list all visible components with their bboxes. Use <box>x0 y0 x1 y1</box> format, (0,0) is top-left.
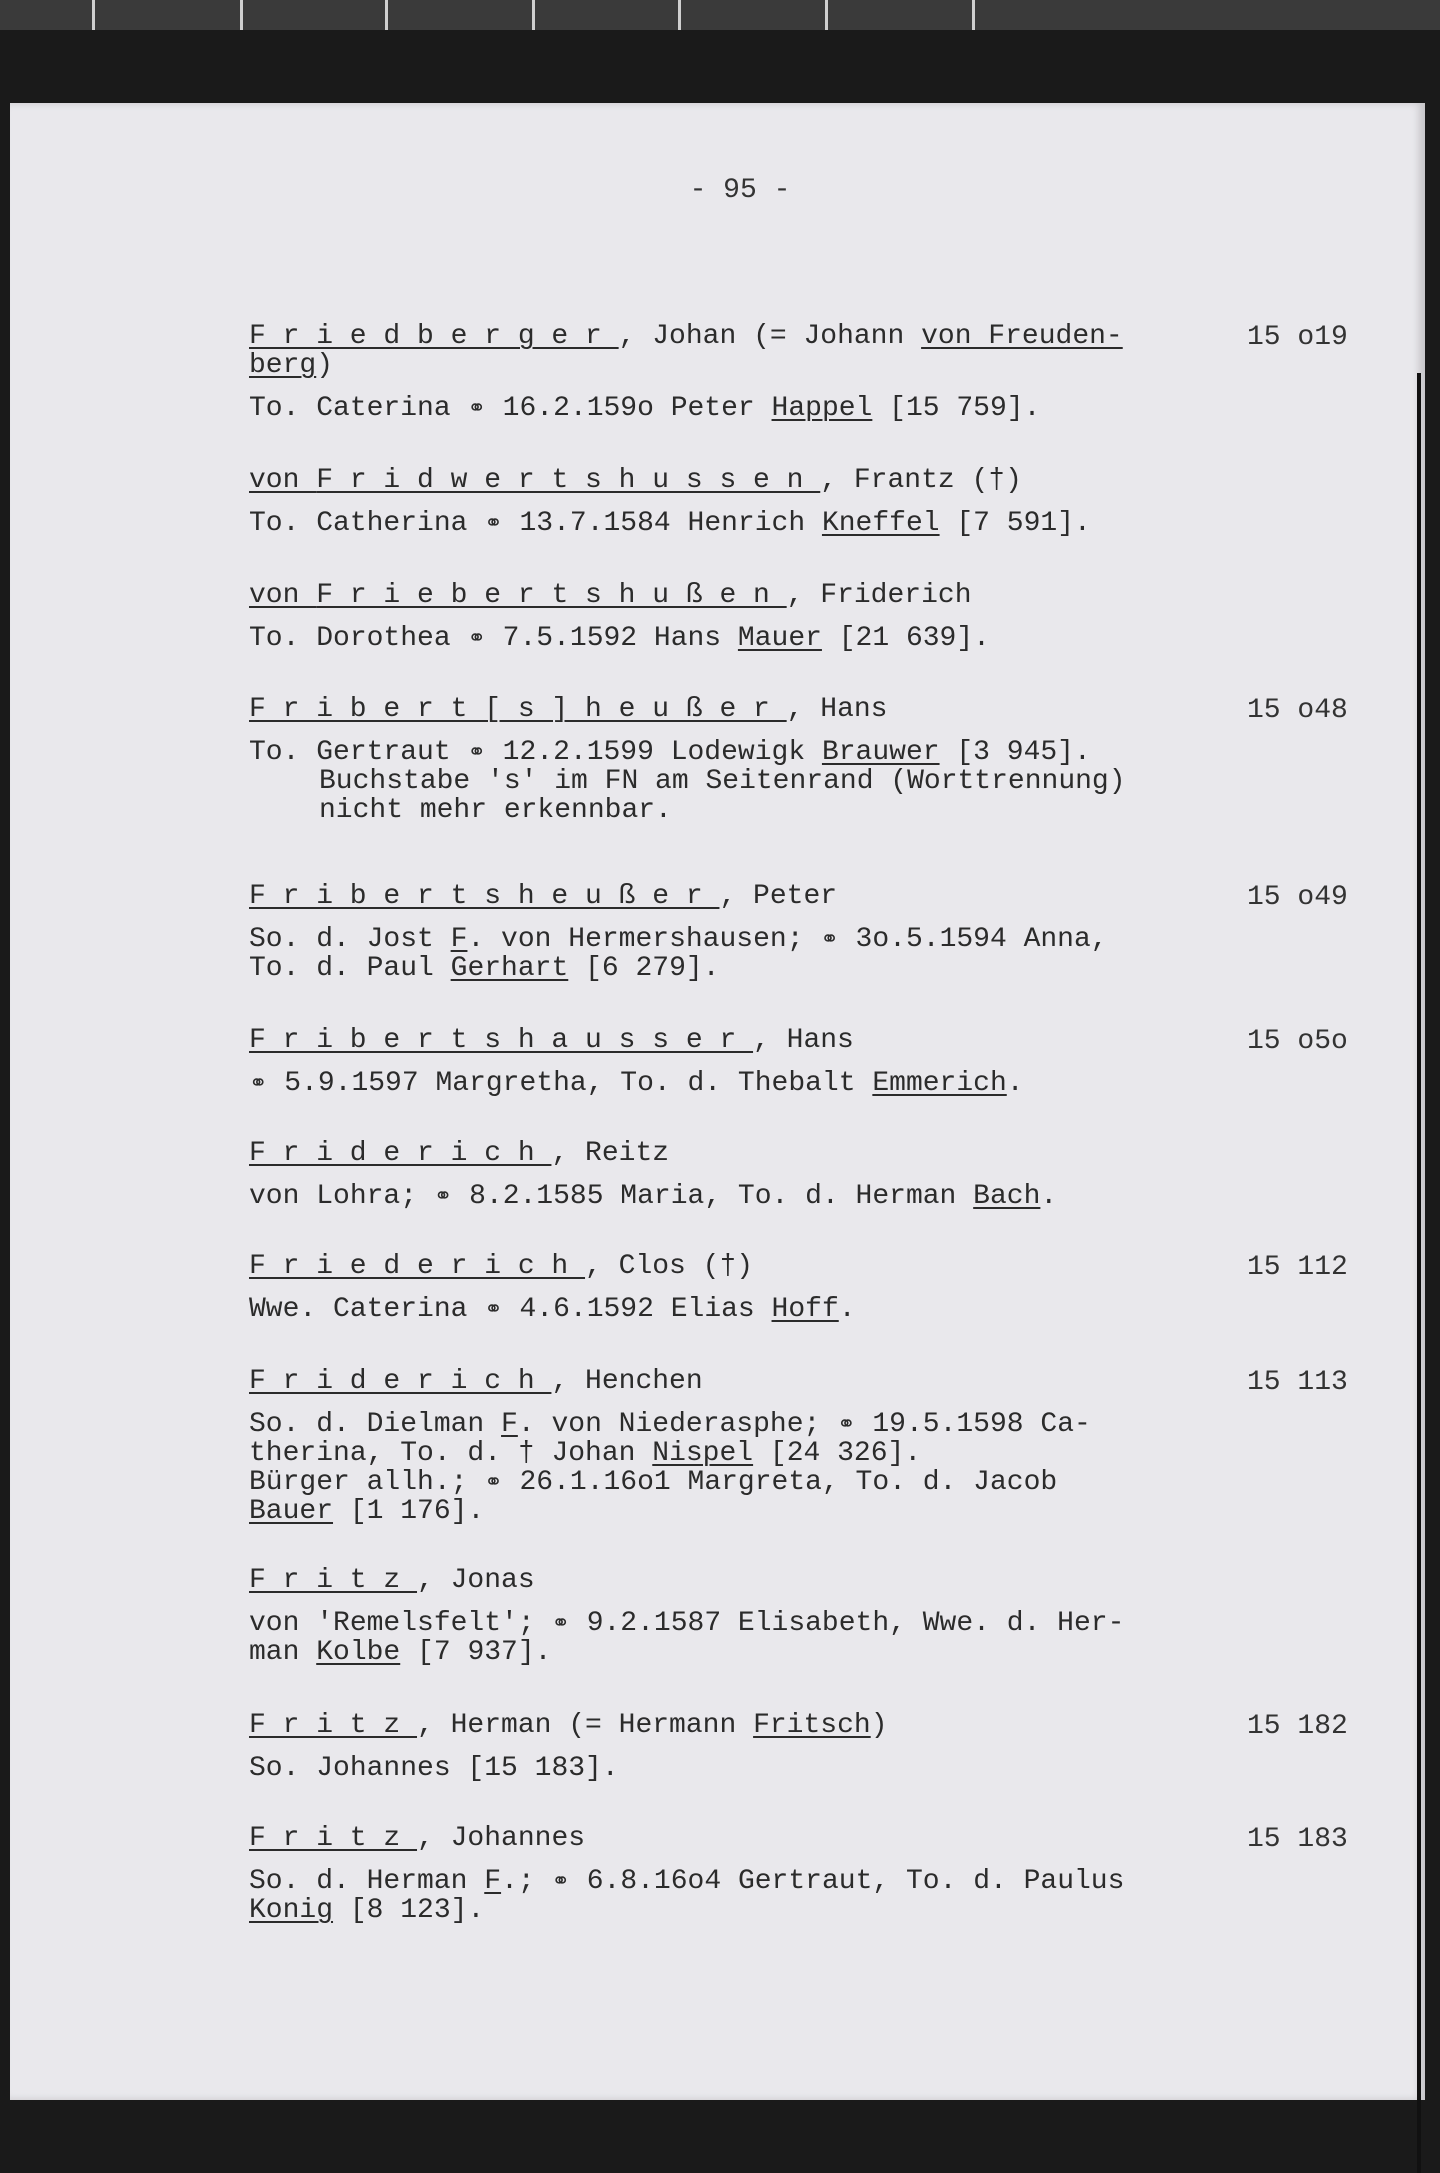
film-strip <box>0 0 1440 30</box>
register-entry <box>249 1711 1399 1783</box>
underlined-name: Fridwertshussen <box>316 465 821 496</box>
underlined-name: Gerhart <box>450 953 569 984</box>
text-segment: [21 639]. <box>821 623 990 654</box>
underlined-name: von <box>249 465 317 496</box>
underlined-name: Kneffel <box>821 508 940 539</box>
marriage-symbol-icon: ⚭ <box>484 511 503 536</box>
entry-body <box>249 1410 1399 1526</box>
text-segment: therina, To. d. † Johan <box>249 1438 653 1469</box>
text-segment: 13.7.1584 Henrich <box>502 508 822 539</box>
entry-heading <box>249 1566 1139 1595</box>
editorial-note: nicht mehr erkennbar. <box>319 795 672 826</box>
entry-number: 15 o5o <box>1247 1026 1348 1057</box>
entry-body <box>249 1069 1399 1098</box>
underlined-name: Fritz <box>249 1565 418 1596</box>
body-line <box>249 738 1399 767</box>
body-line <box>249 925 1399 954</box>
underlined-name: Fritz <box>249 1710 418 1741</box>
entry-body <box>249 1867 1399 1925</box>
underlined-name: Friederich <box>249 1251 586 1282</box>
body-line <box>249 1867 1399 1896</box>
underlined-name: Hoff <box>771 1294 839 1325</box>
body-line <box>249 1069 1399 1098</box>
register-entry <box>249 581 1399 653</box>
text-segment: 9.2.1587 Elisabeth, Wwe. d. Her- <box>569 1608 1125 1639</box>
underlined-name: Brauwer <box>821 737 940 768</box>
text-segment: , Hans <box>786 694 888 725</box>
body-line <box>249 1182 1399 1211</box>
entry-number: 15 o48 <box>1247 695 1348 726</box>
register-entry <box>249 882 1399 983</box>
entry-heading <box>249 466 1139 495</box>
underlined-name: berg <box>249 350 317 381</box>
text-segment: [1 176]. <box>333 1496 485 1527</box>
text-segment: , Frantz (†) <box>820 465 1022 496</box>
text-segment: To. Caterina <box>249 393 468 424</box>
register-entry <box>249 1367 1399 1526</box>
body-line <box>249 624 1399 653</box>
editorial-note: Buchstabe 's' im FN am Seitenrand (Worttrennung) <box>319 766 1126 797</box>
entry-body <box>249 624 1399 653</box>
text-segment: , Reitz <box>551 1138 670 1169</box>
underlined-name: Nispel <box>652 1438 754 1469</box>
entry-heading <box>249 322 1139 380</box>
underlined-name: Happel <box>771 393 873 424</box>
body-line <box>249 1638 1399 1667</box>
underlined-name: Fribert[s]heußer <box>249 694 787 725</box>
marriage-symbol-icon: ⚭ <box>820 927 839 952</box>
text-segment: [8 123]. <box>333 1895 485 1926</box>
entry-heading <box>249 1252 1139 1281</box>
text-segment: . von Hermershausen; <box>467 924 821 955</box>
marriage-symbol-icon: ⚭ <box>467 740 486 765</box>
register-entry <box>249 1139 1399 1211</box>
entry-heading <box>249 1824 1139 1853</box>
underlined-name: Konig <box>249 1895 334 1926</box>
entry-body <box>249 1295 1399 1324</box>
underlined-name: Kolbe <box>316 1637 401 1668</box>
underlined-name: Fribertsheußer <box>249 881 720 912</box>
entry-number: 15 183 <box>1247 1824 1348 1855</box>
body-line <box>249 1410 1399 1439</box>
underlined-name: von <box>249 580 317 611</box>
body-line <box>249 509 1399 538</box>
body-line <box>249 1754 1399 1783</box>
register-entry <box>249 1252 1399 1324</box>
text-segment: , Friderich <box>786 580 972 611</box>
text-segment: , Clos (†) <box>585 1251 754 1282</box>
text-segment: 6.8.16o4 Gertraut, To. d. Paulus <box>569 1866 1125 1897</box>
marriage-symbol-icon: ⚭ <box>484 1470 503 1495</box>
underlined-name: Mauer <box>737 623 822 654</box>
underlined-name: Bauer <box>249 1496 334 1527</box>
text-segment: 16.2.159o Peter <box>485 393 772 424</box>
entry-body <box>249 509 1399 538</box>
text-segment: , Henchen <box>551 1366 703 1397</box>
body-line <box>249 1295 1399 1324</box>
body-line <box>249 1609 1399 1638</box>
text-segment: [7 937]. <box>400 1637 552 1668</box>
body-line <box>249 954 1399 983</box>
entry-heading <box>249 1367 1139 1396</box>
text-segment: . von Niederasphe; <box>517 1409 838 1440</box>
entry-heading <box>249 581 1139 610</box>
underlined-name: Friebertshußen <box>316 580 787 611</box>
text-segment: [24 326]. <box>753 1438 922 1469</box>
text-segment: .; <box>501 1866 552 1897</box>
marriage-symbol-icon: ⚭ <box>837 1412 856 1437</box>
underlined-name: Bach <box>973 1181 1041 1212</box>
underlined-name: Friderich <box>249 1366 552 1397</box>
text-segment: von Lohra; <box>249 1181 434 1212</box>
text-segment: 19.5.1598 Ca- <box>855 1409 1091 1440</box>
marriage-symbol-icon: ⚭ <box>484 1297 503 1322</box>
text-segment: , Herman (= Hermann <box>417 1710 754 1741</box>
underlined-name: F <box>501 1409 518 1440</box>
text-segment: So. d. Dielman <box>249 1409 502 1440</box>
body-line <box>249 1439 1399 1468</box>
text-segment: [3 945]. <box>939 737 1091 768</box>
entry-number: 15 o49 <box>1247 882 1348 913</box>
underlined-name: F <box>450 924 468 955</box>
register-entry <box>249 322 1399 423</box>
entry-heading <box>249 1139 1139 1168</box>
text-segment: To. d. Paul <box>249 953 451 984</box>
body-line <box>249 1468 1399 1497</box>
text-segment: [6 279]. <box>568 953 720 984</box>
body-line <box>249 394 1399 423</box>
text-segment: So. d. Jost <box>249 924 451 955</box>
entry-heading <box>249 1026 1139 1055</box>
text-segment: man <box>249 1637 317 1668</box>
text-segment: , Johan (= Johann <box>618 321 922 352</box>
underlined-name: Fritsch <box>753 1710 871 1741</box>
entry-heading <box>249 1711 1139 1740</box>
text-segment: To. Gertraut <box>249 737 468 768</box>
page-edge-shadow <box>1417 373 1421 2173</box>
underlined-name: Friedberger <box>249 321 619 352</box>
text-segment: von 'Remelsfelt'; <box>249 1608 552 1639</box>
text-segment: 3o.5.1594 Anna, <box>838 924 1108 955</box>
marriage-symbol-icon: ⚭ <box>551 1869 570 1894</box>
marriage-symbol-icon: ⚭ <box>467 626 486 651</box>
body-line <box>249 1497 1399 1526</box>
entry-number: 15 182 <box>1247 1711 1348 1742</box>
text-segment: ) <box>316 350 334 381</box>
text-segment: To. Dorothea <box>249 623 468 654</box>
entry-number: 15 113 <box>1247 1367 1348 1398</box>
text-segment: 26.1.16o1 Margreta, To. d. Jacob <box>502 1467 1058 1498</box>
entry-heading <box>249 695 1139 724</box>
text-segment: . <box>838 1294 856 1325</box>
entry-body <box>249 1182 1399 1211</box>
text-segment: To. Catherina <box>249 508 485 539</box>
page-number: - 95 - <box>689 175 791 206</box>
register-entry <box>249 695 1399 825</box>
entry-body <box>249 925 1399 983</box>
text-segment: , Jonas <box>417 1565 535 1596</box>
entry-number: 15 o19 <box>1247 322 1348 353</box>
underlined-name: Fritz <box>249 1823 418 1854</box>
text-segment: . <box>1040 1181 1058 1212</box>
marriage-symbol-icon: ⚭ <box>249 1071 268 1096</box>
entry-body <box>249 738 1399 825</box>
entry-heading <box>249 882 1139 911</box>
entry-body <box>249 1609 1399 1667</box>
entry-body <box>249 394 1399 423</box>
underlined-name: Friderich <box>249 1138 552 1169</box>
text-segment: , Peter <box>719 881 838 912</box>
marriage-symbol-icon: ⚭ <box>433 1184 453 1209</box>
text-segment: [15 759]. <box>872 393 1041 424</box>
text-segment: 5.9.1597 Margretha, To. d. Thebalt <box>267 1068 873 1099</box>
entry-body <box>249 1754 1399 1783</box>
marriage-symbol-icon: ⚭ <box>551 1611 570 1636</box>
text-segment: . <box>1006 1068 1024 1099</box>
entry-number: 15 112 <box>1247 1252 1348 1283</box>
register-entry <box>249 1566 1399 1667</box>
text-segment: , Johannes <box>417 1823 586 1854</box>
underlined-name: Fribertshausser <box>249 1025 754 1056</box>
marriage-symbol-icon: ⚭ <box>467 396 486 421</box>
text-segment: [7 591]. <box>939 508 1091 539</box>
text-segment: 7.5.1592 Hans <box>485 623 738 654</box>
text-segment: So. Johannes [15 183]. <box>249 1753 619 1784</box>
text-segment: 8.2.1585 Maria, To. d. Herman <box>452 1181 974 1212</box>
underlined-name: Emmerich <box>872 1068 1007 1099</box>
text-segment: 4.6.1592 Elias <box>502 1294 772 1325</box>
register-entry <box>249 466 1399 538</box>
text-segment: So. d. Herman <box>249 1866 485 1897</box>
body-line <box>249 1896 1399 1925</box>
underlined-name: von Freuden- <box>921 321 1123 352</box>
underlined-name: F <box>484 1866 502 1897</box>
text-segment: Bürger allh.; <box>249 1467 485 1498</box>
register-entry <box>249 1026 1399 1098</box>
text-segment: , Hans <box>753 1025 854 1056</box>
text-segment: ) <box>870 1710 888 1741</box>
text-segment: 12.2.1599 Lodewigk <box>485 737 822 768</box>
text-segment: Wwe. Caterina <box>249 1294 485 1325</box>
register-entry <box>249 1824 1399 1925</box>
